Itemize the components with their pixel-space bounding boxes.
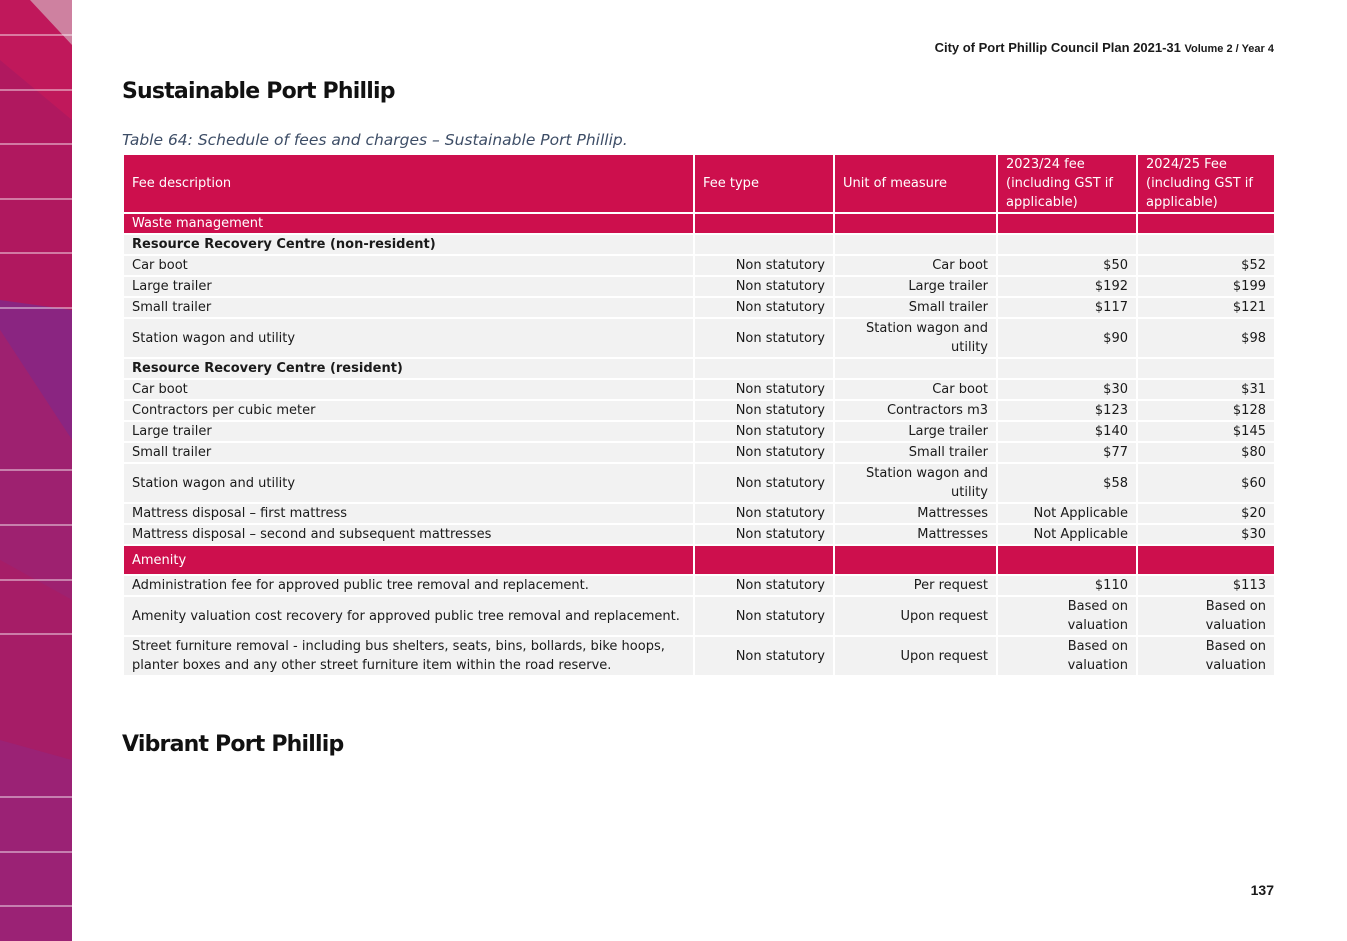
empty-cell [834, 358, 997, 379]
fee-2024-25: $31 [1137, 379, 1275, 400]
fee-type: Non statutory [694, 379, 834, 400]
group-label: Waste management [123, 213, 694, 234]
fee-2024-25: $30 [1137, 524, 1275, 545]
running-header-title: City of Port Phillip Council Plan 2021-31 [934, 40, 1181, 55]
fee-description: Station wagon and utility [123, 318, 694, 358]
table-row [123, 255, 1275, 276]
fee-2024-25: $60 [1137, 463, 1275, 503]
empty-cell [1137, 358, 1275, 379]
unit-of-measure: Mattresses [834, 524, 997, 545]
fee-2023-24: Based on valuation [997, 636, 1137, 676]
fee-type: Non statutory [694, 524, 834, 545]
header-unit-of-measure: Unit of measure [834, 154, 997, 213]
table-caption: Table 64: Schedule of fees and charges – Sustainable Port Phillip. [122, 131, 628, 149]
fee-description: Street furniture removal - including bus shelters, seats, bins, bollards, bike hoops, planter boxes and any other street furniture item within the road reserve. [123, 636, 694, 676]
table-row [123, 636, 1275, 676]
table-row [123, 297, 1275, 318]
empty-cell [1137, 545, 1275, 575]
fee-2024-25: $145 [1137, 421, 1275, 442]
table-row [123, 503, 1275, 524]
empty-cell [1137, 234, 1275, 255]
fee-description: Contractors per cubic meter [123, 400, 694, 421]
fee-description: Mattress disposal – second and subsequent mattresses [123, 524, 694, 545]
fee-description: Administration fee for approved public tree removal and replacement. [123, 575, 694, 596]
empty-cell [834, 234, 997, 255]
table-row [123, 276, 1275, 297]
table-row [123, 442, 1275, 463]
fee-2023-24: $110 [997, 575, 1137, 596]
unit-of-measure: Per request [834, 575, 997, 596]
empty-cell [694, 358, 834, 379]
header-fee-description: Fee description [123, 154, 694, 213]
fee-type: Non statutory [694, 596, 834, 636]
fee-2023-24: $77 [997, 442, 1137, 463]
table-row [123, 421, 1275, 442]
fee-2023-24: $30 [997, 379, 1137, 400]
fee-2023-24: $192 [997, 276, 1137, 297]
fee-2024-25: Based on valuation [1137, 636, 1275, 676]
fee-2024-25: $20 [1137, 503, 1275, 524]
page-number: 137 [1250, 882, 1274, 898]
fee-description: Large trailer [123, 421, 694, 442]
fee-2024-25: $98 [1137, 318, 1275, 358]
fee-2023-24: $123 [997, 400, 1137, 421]
fee-2023-24: Not Applicable [997, 503, 1137, 524]
fee-description: Mattress disposal – first mattress [123, 503, 694, 524]
empty-cell [694, 545, 834, 575]
subsection-row-resident [123, 358, 1275, 379]
fee-2023-24: Based on valuation [997, 596, 1137, 636]
fee-2023-24: $90 [997, 318, 1137, 358]
unit-of-measure: Upon request [834, 636, 997, 676]
fee-description: Small trailer [123, 442, 694, 463]
fee-2024-25: $52 [1137, 255, 1275, 276]
fee-type: Non statutory [694, 276, 834, 297]
empty-cell [694, 234, 834, 255]
fee-type: Non statutory [694, 636, 834, 676]
table-row [123, 524, 1275, 545]
running-header-volume: Volume 2 / Year 4 [1184, 43, 1274, 55]
table-header-row [123, 154, 1275, 213]
fee-2023-24: Not Applicable [997, 524, 1137, 545]
subsection-row-non-resident [123, 234, 1275, 255]
fee-2023-24: $140 [997, 421, 1137, 442]
unit-of-measure: Upon request [834, 596, 997, 636]
empty-cell [834, 545, 997, 575]
next-section-title: Vibrant Port Phillip [122, 732, 344, 757]
empty-cell [694, 213, 834, 234]
fee-2024-25: Based on valuation [1137, 596, 1275, 636]
table-row [123, 318, 1275, 358]
empty-cell [997, 545, 1137, 575]
fee-type: Non statutory [694, 297, 834, 318]
unit-of-measure: Car boot [834, 379, 997, 400]
fee-2023-24: $117 [997, 297, 1137, 318]
group-row-waste-management [123, 213, 1275, 234]
unit-of-measure: Mattresses [834, 503, 997, 524]
fee-2024-25: $113 [1137, 575, 1275, 596]
unit-of-measure: Contractors m3 [834, 400, 997, 421]
header-fee-2023-24: 2023/24 fee (including GST if applicable) [997, 154, 1137, 213]
section-title: Sustainable Port Phillip [122, 79, 395, 104]
fee-type: Non statutory [694, 463, 834, 503]
fee-description: Car boot [123, 255, 694, 276]
fee-type: Non statutory [694, 575, 834, 596]
fee-2024-25: $121 [1137, 297, 1275, 318]
fee-type: Non statutory [694, 318, 834, 358]
unit-of-measure: Large trailer [834, 276, 997, 297]
unit-of-measure: Small trailer [834, 442, 997, 463]
decorative-sidebar [0, 0, 72, 941]
fee-2023-24: $50 [997, 255, 1137, 276]
fee-description: Amenity valuation cost recovery for approved public tree removal and replacement. [123, 596, 694, 636]
subsection-label: Resource Recovery Centre (non-resident) [123, 234, 694, 255]
fee-type: Non statutory [694, 503, 834, 524]
fee-2024-25: $80 [1137, 442, 1275, 463]
unit-of-measure: Small trailer [834, 297, 997, 318]
table-row [123, 379, 1275, 400]
group-label: Amenity [123, 545, 694, 575]
fee-description: Station wagon and utility [123, 463, 694, 503]
unit-of-measure: Station wagon and utility [834, 463, 997, 503]
unit-of-measure: Large trailer [834, 421, 997, 442]
subsection-label: Resource Recovery Centre (resident) [123, 358, 694, 379]
fee-type: Non statutory [694, 400, 834, 421]
empty-cell [834, 213, 997, 234]
empty-cell [997, 358, 1137, 379]
fees-table [122, 153, 1276, 677]
sidebar-pattern [0, 0, 72, 941]
table-row [123, 463, 1275, 503]
fee-type: Non statutory [694, 255, 834, 276]
fee-description: Car boot [123, 379, 694, 400]
group-row-amenity [123, 545, 1275, 575]
table-row [123, 400, 1275, 421]
empty-cell [1137, 213, 1275, 234]
header-fee-2024-25: 2024/25 Fee (including GST if applicable) [1137, 154, 1275, 213]
fee-type: Non statutory [694, 442, 834, 463]
fee-2024-25: $199 [1137, 276, 1275, 297]
fee-type: Non statutory [694, 421, 834, 442]
unit-of-measure: Car boot [834, 255, 997, 276]
fee-2023-24: $58 [997, 463, 1137, 503]
header-fee-type: Fee type [694, 154, 834, 213]
empty-cell [997, 234, 1137, 255]
fee-2024-25: $128 [1137, 400, 1275, 421]
fee-description: Large trailer [123, 276, 694, 297]
empty-cell [997, 213, 1137, 234]
running-header [935, 40, 1274, 55]
fee-description: Small trailer [123, 297, 694, 318]
unit-of-measure: Station wagon and utility [834, 318, 997, 358]
table-row [123, 575, 1275, 596]
table-row [123, 596, 1275, 636]
